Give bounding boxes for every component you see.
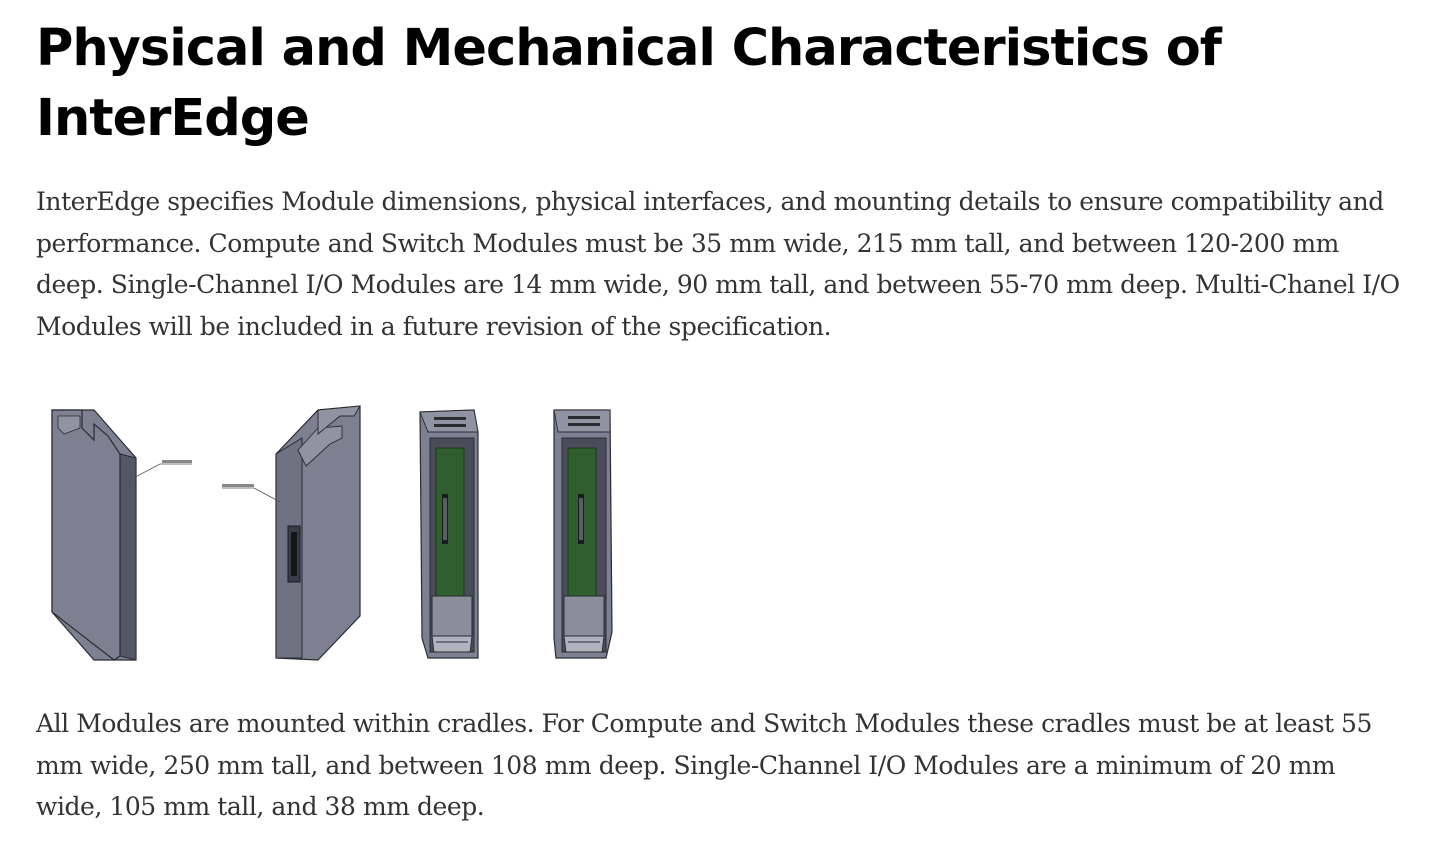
module-illustration bbox=[44, 402, 624, 664]
module-open-view bbox=[420, 410, 478, 658]
module-illustration-svg bbox=[44, 402, 624, 664]
module-open-view-2 bbox=[554, 410, 612, 658]
module-rear-view bbox=[52, 410, 192, 660]
cradle-paragraph: All Modules are mounted within cradles. For Compute and Switch Modules these cradles must be at least 55 mm wide, 250 mm tall, and between 108 mm deep. Single-Channel I/O Modules are a minimum of 20 mm wide, 105 mm tall, and 38 mm deep. bbox=[36, 709, 1372, 821]
intro-paragraph: InterEdge specifies Module dimensions, physical interfaces, and mounting details to ensure compatibility and performance. Compute and Switch Modules must be 35 mm wide, 215 mm tall, and between 120-200 mm deep. Single-Channel I/O Modules are 14 mm wide, 90 mm tall, and between 55-70 mm deep. Multi-Chanel I/O Modules will be included in a future revision of the specification. bbox=[36, 187, 1400, 341]
page-title: Physical and Mechanical Characteristics of InterEdge bbox=[36, 19, 1221, 148]
module-front-view bbox=[222, 406, 360, 660]
